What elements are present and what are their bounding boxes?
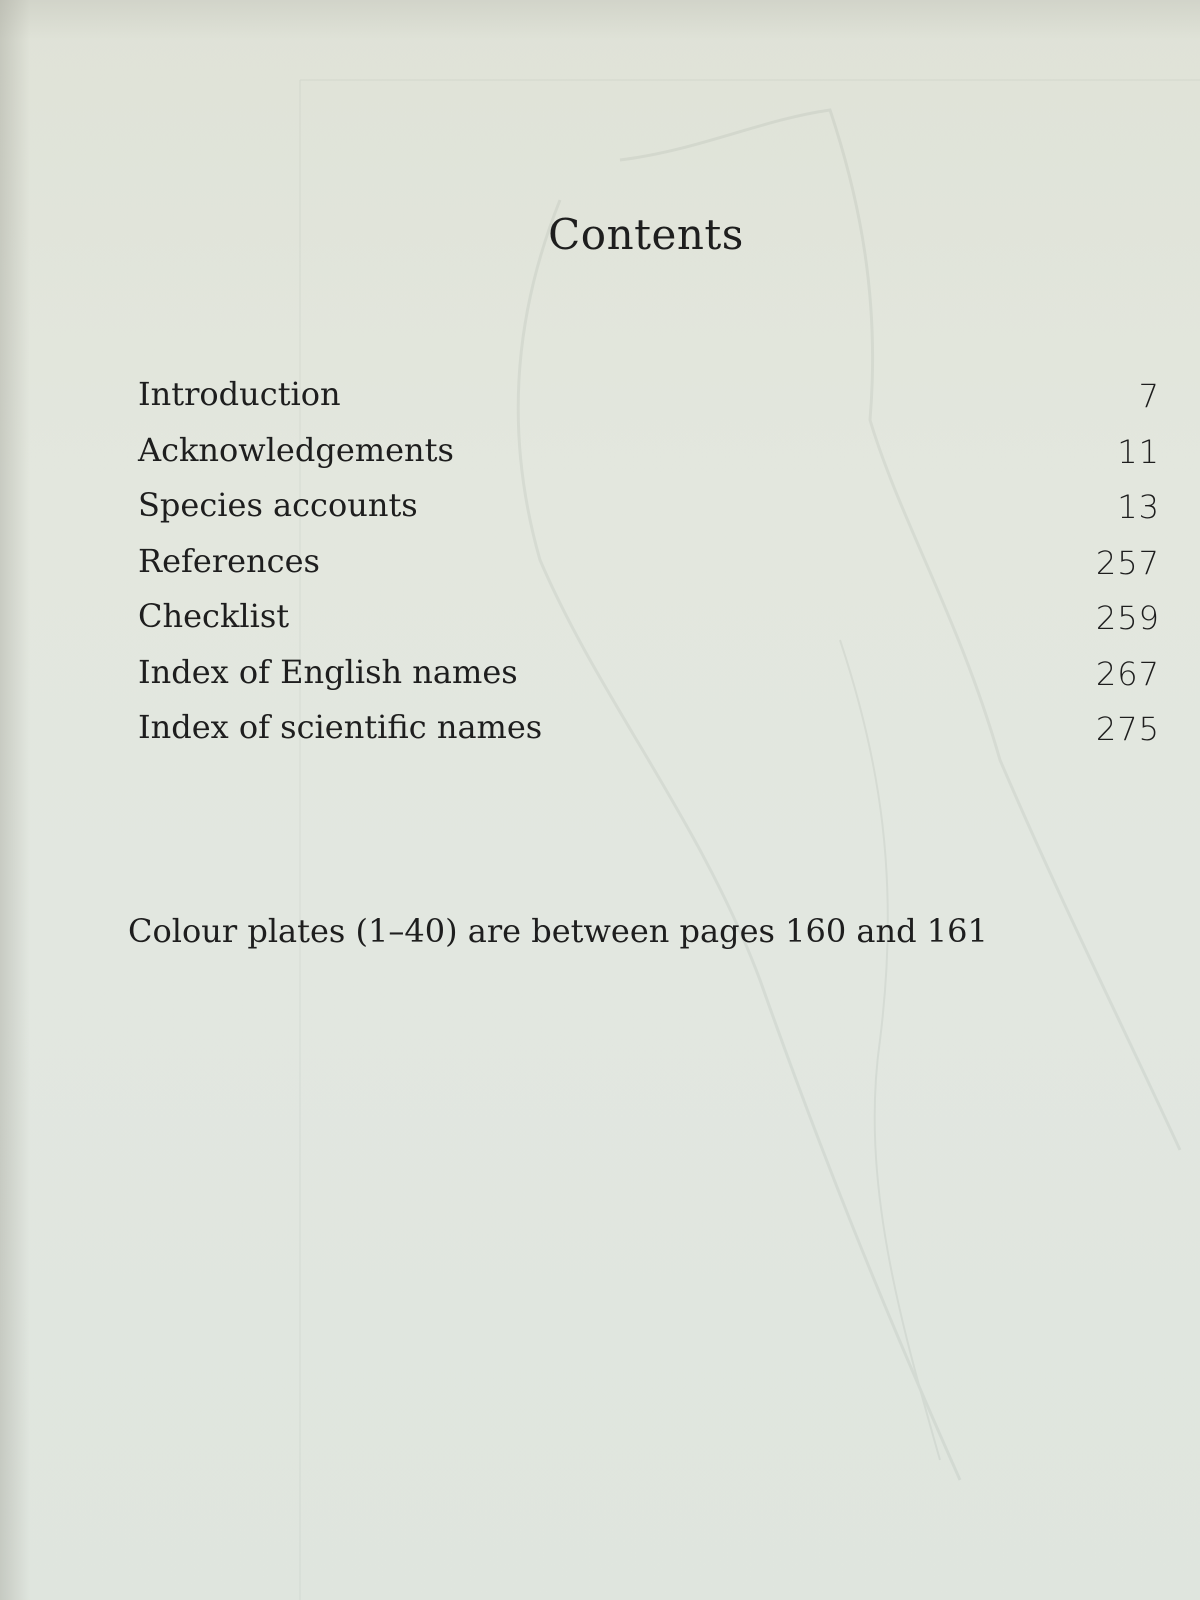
colour-plates-note: Colour plates (1–40) are between pages 160 and 161 (128, 912, 988, 950)
toc-entry-label: Checklist (138, 597, 290, 635)
toc-entry-label: References (138, 541, 320, 580)
toc-entry-page: 257 (1095, 543, 1160, 582)
toc-entry-label: Species accounts (138, 486, 418, 524)
toc-entry-page: 267 (1095, 654, 1160, 693)
toc-entry (138, 653, 1160, 709)
toc-entry-page: 7 (1138, 377, 1160, 415)
table-of-contents (138, 375, 1160, 764)
toc-entry-page: 259 (1095, 599, 1160, 637)
toc-entry (138, 542, 1160, 598)
toc-entry-label: Acknowledgements (138, 430, 454, 469)
toc-entry-label: Introduction (138, 375, 341, 413)
page-title: Contents (548, 210, 744, 259)
toc-entry (138, 708, 1160, 764)
toc-entry-label: Index of English names (138, 652, 518, 691)
toc-entry-label: Index of scientific names (138, 708, 543, 746)
toc-entry-page: 11 (1117, 432, 1160, 471)
toc-entry (138, 375, 1160, 431)
toc-entry (138, 431, 1160, 487)
toc-entry-page: 13 (1117, 488, 1160, 526)
toc-entry (138, 486, 1160, 542)
toc-entry-page: 275 (1095, 710, 1160, 748)
toc-entry (138, 597, 1160, 653)
